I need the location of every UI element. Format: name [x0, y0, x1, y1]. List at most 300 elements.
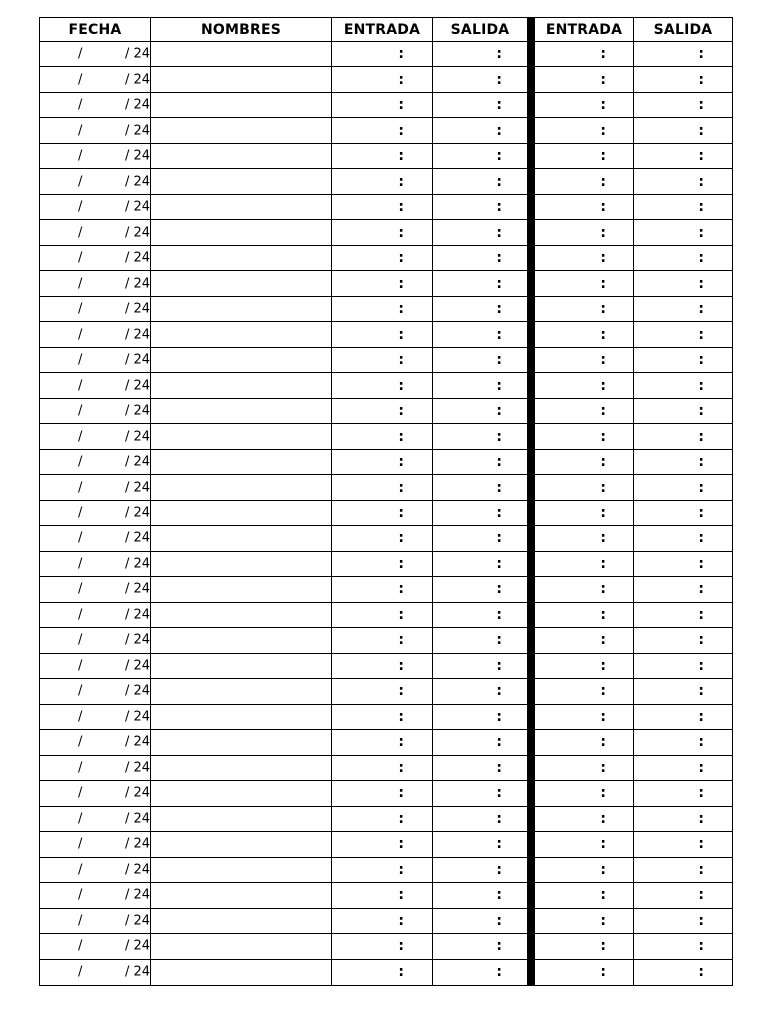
- entrada-2-cell[interactable]: [535, 960, 634, 985]
- salida-2-cell[interactable]: [634, 526, 732, 551]
- time-separator: :: [698, 683, 704, 700]
- time-separator: :: [600, 403, 606, 420]
- entrada-2-cell[interactable]: [535, 67, 634, 92]
- entrada-2-cell[interactable]: [535, 450, 634, 475]
- name-cell[interactable]: [151, 399, 332, 425]
- entrada-1-cell[interactable]: [332, 628, 433, 653]
- time-separator: :: [496, 504, 502, 521]
- entrada-1-cell[interactable]: [332, 807, 433, 832]
- entrada-1-cell[interactable]: [332, 730, 433, 755]
- entrada-1-cell[interactable]: [332, 424, 433, 449]
- entrada-2-cell[interactable]: [535, 118, 634, 143]
- salida-2-cell[interactable]: [634, 960, 732, 985]
- entrada-1-cell[interactable]: [332, 373, 433, 398]
- salida-2-cell[interactable]: [634, 909, 732, 934]
- entrada-1-cell[interactable]: [332, 501, 433, 526]
- date-year-suffix: / 24: [125, 276, 151, 292]
- column-divider: [528, 756, 535, 781]
- time-separator: :: [698, 377, 704, 394]
- date-cell[interactable]: [40, 883, 151, 908]
- entrada-2-cell[interactable]: [535, 297, 634, 322]
- date-year-suffix: / 24: [125, 97, 151, 113]
- entrada-2-cell[interactable]: [535, 246, 634, 271]
- entrada-1-cell[interactable]: [332, 526, 433, 551]
- date-cell[interactable]: [40, 858, 151, 883]
- entrada-2-cell[interactable]: [535, 93, 634, 118]
- salida-1-cell[interactable]: [433, 756, 528, 781]
- name-cell[interactable]: [151, 781, 332, 807]
- column-divider: [528, 501, 535, 526]
- time-separator: :: [398, 428, 404, 445]
- salida-1-cell[interactable]: [433, 832, 528, 857]
- time-separator: :: [496, 71, 502, 88]
- salida-1-cell[interactable]: [433, 348, 528, 373]
- date-year-suffix: / 24: [125, 887, 151, 903]
- salida-2-cell[interactable]: [634, 858, 732, 883]
- time-separator: :: [698, 122, 704, 139]
- date-separator: /: [78, 811, 83, 827]
- entrada-2-cell[interactable]: [535, 807, 634, 832]
- entrada-2-cell[interactable]: [535, 832, 634, 857]
- salida-2-cell[interactable]: [634, 501, 732, 526]
- date-year-suffix: / 24: [125, 123, 151, 139]
- entrada-1-cell[interactable]: [332, 475, 433, 500]
- time-separator: :: [698, 887, 704, 904]
- salida-1-cell[interactable]: [433, 297, 528, 322]
- entrada-2-cell[interactable]: [535, 577, 634, 602]
- name-cell[interactable]: [151, 450, 332, 475]
- date-cell[interactable]: [40, 67, 151, 92]
- entrada-1-cell[interactable]: [332, 909, 433, 934]
- time-separator: :: [398, 964, 404, 981]
- salida-1-cell[interactable]: [433, 169, 528, 194]
- entrada-2-cell[interactable]: [535, 42, 634, 67]
- name-cell[interactable]: [151, 195, 332, 220]
- entrada-1-cell[interactable]: [332, 67, 433, 92]
- date-year-suffix: / 24: [125, 72, 151, 88]
- entrada-1-cell[interactable]: [332, 169, 433, 194]
- entrada-1-cell[interactable]: [332, 450, 433, 475]
- date-cell[interactable]: [40, 373, 151, 398]
- name-cell[interactable]: [151, 705, 332, 730]
- salida-2-cell[interactable]: [634, 42, 732, 67]
- column-divider: [528, 18, 535, 42]
- date-separator: /: [78, 556, 83, 572]
- salida-2-cell[interactable]: [634, 807, 732, 832]
- time-separator: :: [496, 479, 502, 496]
- salida-2-cell[interactable]: [634, 322, 732, 347]
- salida-2-cell[interactable]: [634, 220, 732, 246]
- time-separator: :: [600, 352, 606, 369]
- entrada-1-cell[interactable]: [332, 858, 433, 883]
- time-separator: :: [496, 912, 502, 929]
- entrada-1-cell[interactable]: [332, 93, 433, 118]
- entrada-2-cell[interactable]: [535, 373, 634, 398]
- entrada-1-cell[interactable]: [332, 934, 433, 959]
- salida-1-cell[interactable]: [433, 730, 528, 755]
- date-year-suffix: / 24: [125, 530, 151, 546]
- date-year-suffix: / 24: [125, 556, 151, 572]
- salida-1-cell[interactable]: [433, 705, 528, 730]
- entrada-1-cell[interactable]: [332, 144, 433, 169]
- entrada-2-cell[interactable]: [535, 348, 634, 373]
- date-separator: /: [78, 505, 83, 521]
- name-cell[interactable]: [151, 756, 332, 781]
- entrada-1-cell[interactable]: [332, 577, 433, 602]
- date-cell[interactable]: [40, 246, 151, 271]
- entrada-1-cell[interactable]: [332, 832, 433, 857]
- date-cell[interactable]: [40, 705, 151, 730]
- date-cell[interactable]: [40, 450, 151, 475]
- salida-2-cell[interactable]: [634, 348, 732, 373]
- name-cell[interactable]: [151, 67, 332, 92]
- entrada-2-cell[interactable]: [535, 883, 634, 908]
- date-cell[interactable]: [40, 424, 151, 449]
- time-separator: :: [600, 224, 606, 241]
- date-separator: /: [78, 734, 83, 750]
- salida-1-cell[interactable]: [433, 909, 528, 934]
- salida-1-cell[interactable]: [433, 424, 528, 449]
- date-cell[interactable]: [40, 144, 151, 169]
- entrada-1-cell[interactable]: [332, 348, 433, 373]
- entrada-2-cell[interactable]: [535, 144, 634, 169]
- date-cell[interactable]: [40, 552, 151, 577]
- name-cell[interactable]: [151, 322, 332, 347]
- date-cell[interactable]: [40, 118, 151, 143]
- date-separator: /: [78, 199, 83, 215]
- date-cell[interactable]: [40, 195, 151, 220]
- name-cell[interactable]: [151, 42, 332, 67]
- salida-2-cell[interactable]: [634, 93, 732, 118]
- entrada-2-cell[interactable]: [535, 781, 634, 807]
- name-cell[interactable]: [151, 144, 332, 169]
- date-cell[interactable]: [40, 297, 151, 322]
- salida-2-cell[interactable]: [634, 705, 732, 730]
- date-year-suffix: / 24: [125, 480, 151, 495]
- time-separator: :: [496, 275, 502, 292]
- entrada-1-cell[interactable]: [332, 42, 433, 67]
- name-cell[interactable]: [151, 858, 332, 883]
- name-cell[interactable]: [151, 220, 332, 246]
- entrada-2-cell[interactable]: [535, 220, 634, 246]
- time-separator: :: [398, 912, 404, 929]
- salida-1-cell[interactable]: [433, 552, 528, 577]
- date-cell[interactable]: [40, 322, 151, 347]
- salida-1-cell[interactable]: [433, 501, 528, 526]
- date-year-suffix: / 24: [125, 46, 151, 62]
- time-separator: :: [698, 173, 704, 190]
- salida-2-cell[interactable]: [634, 730, 732, 755]
- salida-1-cell[interactable]: [433, 246, 528, 271]
- time-separator: :: [496, 606, 502, 623]
- date-cell[interactable]: [40, 909, 151, 934]
- entrada-2-cell[interactable]: [535, 399, 634, 425]
- time-separator: :: [600, 428, 606, 445]
- entrada-2-cell[interactable]: [535, 526, 634, 551]
- time-separator: :: [398, 301, 404, 318]
- entrada-1-cell[interactable]: [332, 271, 433, 296]
- salida-2-cell[interactable]: [634, 297, 732, 322]
- date-cell[interactable]: [40, 475, 151, 500]
- entrada-2-cell[interactable]: [535, 271, 634, 296]
- date-cell[interactable]: [40, 169, 151, 194]
- name-cell[interactable]: [151, 960, 332, 985]
- salida-2-cell[interactable]: [634, 424, 732, 449]
- date-year-suffix: / 24: [125, 709, 151, 725]
- date-year-suffix: / 24: [125, 429, 151, 445]
- name-cell[interactable]: [151, 577, 332, 602]
- salida-1-cell[interactable]: [433, 960, 528, 985]
- column-divider: [528, 654, 535, 679]
- entrada-1-cell[interactable]: [332, 960, 433, 985]
- name-cell[interactable]: [151, 118, 332, 143]
- header-nombres: NOMBRES: [151, 18, 332, 42]
- entrada-1-cell[interactable]: [332, 399, 433, 425]
- entrada-2-cell[interactable]: [535, 628, 634, 653]
- name-cell[interactable]: [151, 526, 332, 551]
- salida-1-cell[interactable]: [433, 475, 528, 500]
- entrada-1-cell[interactable]: [332, 322, 433, 347]
- salida-1-cell[interactable]: [433, 118, 528, 143]
- time-separator: :: [398, 861, 404, 878]
- salida-2-cell[interactable]: [634, 883, 732, 908]
- entrada-2-cell[interactable]: [535, 603, 634, 629]
- entrada-1-cell[interactable]: [332, 654, 433, 679]
- name-cell[interactable]: [151, 501, 332, 526]
- salida-1-cell[interactable]: [433, 603, 528, 629]
- name-cell[interactable]: [151, 169, 332, 194]
- entrada-2-cell[interactable]: [535, 730, 634, 755]
- time-separator: :: [698, 148, 704, 165]
- salida-1-cell[interactable]: [433, 526, 528, 551]
- name-cell[interactable]: [151, 348, 332, 373]
- salida-1-cell[interactable]: [433, 322, 528, 347]
- salida-2-cell[interactable]: [634, 679, 732, 704]
- salida-2-cell[interactable]: [634, 118, 732, 143]
- salida-1-cell[interactable]: [433, 144, 528, 169]
- entrada-1-cell[interactable]: [332, 679, 433, 704]
- salida-1-cell[interactable]: [433, 399, 528, 425]
- entrada-2-cell[interactable]: [535, 424, 634, 449]
- time-separator: :: [698, 71, 704, 88]
- date-year-suffix: / 24: [125, 250, 151, 266]
- name-cell[interactable]: [151, 373, 332, 398]
- salida-1-cell[interactable]: [433, 858, 528, 883]
- salida-2-cell[interactable]: [634, 450, 732, 475]
- salida-1-cell[interactable]: [433, 271, 528, 296]
- salida-1-cell[interactable]: [433, 679, 528, 704]
- salida-1-cell[interactable]: [433, 220, 528, 246]
- name-cell[interactable]: [151, 246, 332, 271]
- salida-2-cell[interactable]: [634, 373, 732, 398]
- column-divider: [528, 552, 535, 577]
- entrada-2-cell[interactable]: [535, 909, 634, 934]
- entrada-1-cell[interactable]: [332, 552, 433, 577]
- salida-1-cell[interactable]: [433, 654, 528, 679]
- salida-1-cell[interactable]: [433, 42, 528, 67]
- name-cell[interactable]: [151, 424, 332, 449]
- entrada-2-cell[interactable]: [535, 705, 634, 730]
- entrada-1-cell[interactable]: [332, 756, 433, 781]
- entrada-2-cell[interactable]: [535, 501, 634, 526]
- name-cell[interactable]: [151, 832, 332, 857]
- date-cell[interactable]: [40, 220, 151, 246]
- salida-2-cell[interactable]: [634, 654, 732, 679]
- salida-1-cell[interactable]: [433, 577, 528, 602]
- entrada-2-cell[interactable]: [535, 475, 634, 500]
- salida-2-cell[interactable]: [634, 552, 732, 577]
- date-cell[interactable]: [40, 501, 151, 526]
- salida-1-cell[interactable]: [433, 883, 528, 908]
- entrada-2-cell[interactable]: [535, 195, 634, 220]
- date-year-suffix: / 24: [125, 301, 151, 317]
- time-separator: :: [600, 301, 606, 318]
- column-divider: [528, 603, 535, 629]
- time-separator: :: [698, 403, 704, 420]
- name-cell[interactable]: [151, 603, 332, 629]
- time-separator: :: [496, 734, 502, 751]
- column-divider: [528, 960, 535, 985]
- date-cell[interactable]: [40, 730, 151, 755]
- date-cell[interactable]: [40, 679, 151, 704]
- name-cell[interactable]: [151, 807, 332, 832]
- entrada-2-cell[interactable]: [535, 756, 634, 781]
- time-separator: :: [496, 428, 502, 445]
- salida-2-cell[interactable]: [634, 475, 732, 500]
- time-separator: :: [398, 759, 404, 776]
- name-cell[interactable]: [151, 297, 332, 322]
- date-year-suffix: / 24: [125, 785, 151, 801]
- date-cell[interactable]: [40, 577, 151, 602]
- time-separator: :: [496, 173, 502, 190]
- salida-2-cell[interactable]: [634, 934, 732, 959]
- time-separator: :: [496, 97, 502, 114]
- date-cell[interactable]: [40, 832, 151, 857]
- time-separator: :: [398, 683, 404, 700]
- date-cell[interactable]: [40, 93, 151, 118]
- name-cell[interactable]: [151, 628, 332, 653]
- name-cell[interactable]: [151, 934, 332, 959]
- date-year-suffix: / 24: [125, 148, 151, 164]
- entrada-2-cell[interactable]: [535, 322, 634, 347]
- name-cell[interactable]: [151, 271, 332, 296]
- time-separator: :: [398, 454, 404, 471]
- salida-1-cell[interactable]: [433, 450, 528, 475]
- entrada-2-cell[interactable]: [535, 679, 634, 704]
- time-separator: :: [600, 836, 606, 853]
- salida-2-cell[interactable]: [634, 144, 732, 169]
- name-cell[interactable]: [151, 93, 332, 118]
- date-cell[interactable]: [40, 271, 151, 296]
- salida-2-cell[interactable]: [634, 781, 732, 807]
- column-divider: [528, 781, 535, 807]
- salida-2-cell[interactable]: [634, 756, 732, 781]
- salida-1-cell[interactable]: [433, 67, 528, 92]
- date-year-suffix: / 24: [125, 632, 151, 648]
- name-cell[interactable]: [151, 552, 332, 577]
- salida-1-cell[interactable]: [433, 628, 528, 653]
- time-separator: :: [398, 581, 404, 598]
- column-divider: [528, 118, 535, 143]
- entrada-1-cell[interactable]: [332, 781, 433, 807]
- name-cell[interactable]: [151, 909, 332, 934]
- entrada-1-cell[interactable]: [332, 246, 433, 271]
- salida-2-cell[interactable]: [634, 246, 732, 271]
- entrada-1-cell[interactable]: [332, 195, 433, 220]
- column-divider: [528, 297, 535, 322]
- entrada-2-cell[interactable]: [535, 934, 634, 959]
- salida-2-cell[interactable]: [634, 169, 732, 194]
- name-cell[interactable]: [151, 475, 332, 500]
- time-separator: :: [698, 479, 704, 496]
- date-cell[interactable]: [40, 42, 151, 67]
- date-cell[interactable]: [40, 756, 151, 781]
- date-cell[interactable]: [40, 960, 151, 985]
- date-cell[interactable]: [40, 526, 151, 551]
- salida-1-cell[interactable]: [433, 807, 528, 832]
- column-divider: [528, 858, 535, 883]
- entrada-1-cell[interactable]: [332, 220, 433, 246]
- time-separator: :: [496, 964, 502, 981]
- date-cell[interactable]: [40, 654, 151, 679]
- entrada-1-cell[interactable]: [332, 118, 433, 143]
- salida-2-cell[interactable]: [634, 399, 732, 425]
- name-cell[interactable]: [151, 883, 332, 908]
- salida-1-cell[interactable]: [433, 373, 528, 398]
- salida-2-cell[interactable]: [634, 628, 732, 653]
- entrada-1-cell[interactable]: [332, 603, 433, 629]
- time-separator: :: [600, 504, 606, 521]
- name-cell[interactable]: [151, 730, 332, 755]
- date-separator: /: [78, 174, 83, 190]
- entrada-1-cell[interactable]: [332, 883, 433, 908]
- name-cell[interactable]: [151, 654, 332, 679]
- salida-2-cell[interactable]: [634, 195, 732, 220]
- entrada-2-cell[interactable]: [535, 654, 634, 679]
- date-cell[interactable]: [40, 628, 151, 653]
- date-cell[interactable]: [40, 934, 151, 959]
- date-year-suffix: / 24: [125, 964, 151, 980]
- time-separator: :: [600, 199, 606, 216]
- date-cell[interactable]: [40, 348, 151, 373]
- date-year-suffix: / 24: [125, 683, 151, 699]
- date-cell[interactable]: [40, 781, 151, 807]
- date-separator: /: [78, 785, 83, 801]
- entrada-2-cell[interactable]: [535, 552, 634, 577]
- salida-2-cell[interactable]: [634, 832, 732, 857]
- salida-1-cell[interactable]: [433, 195, 528, 220]
- date-cell[interactable]: [40, 399, 151, 425]
- entrada-2-cell[interactable]: [535, 169, 634, 194]
- time-separator: :: [698, 275, 704, 292]
- date-cell[interactable]: [40, 603, 151, 629]
- salida-1-cell[interactable]: [433, 934, 528, 959]
- entrada-1-cell[interactable]: [332, 297, 433, 322]
- date-cell[interactable]: [40, 807, 151, 832]
- salida-2-cell[interactable]: [634, 603, 732, 629]
- salida-1-cell[interactable]: [433, 93, 528, 118]
- salida-2-cell[interactable]: [634, 577, 732, 602]
- salida-2-cell[interactable]: [634, 67, 732, 92]
- salida-2-cell[interactable]: [634, 271, 732, 296]
- salida-1-cell[interactable]: [433, 781, 528, 807]
- date-year-suffix: / 24: [125, 607, 151, 623]
- entrada-2-cell[interactable]: [535, 858, 634, 883]
- entrada-1-cell[interactable]: [332, 705, 433, 730]
- time-separator: :: [398, 785, 404, 802]
- name-cell[interactable]: [151, 679, 332, 704]
- date-separator: /: [78, 301, 83, 317]
